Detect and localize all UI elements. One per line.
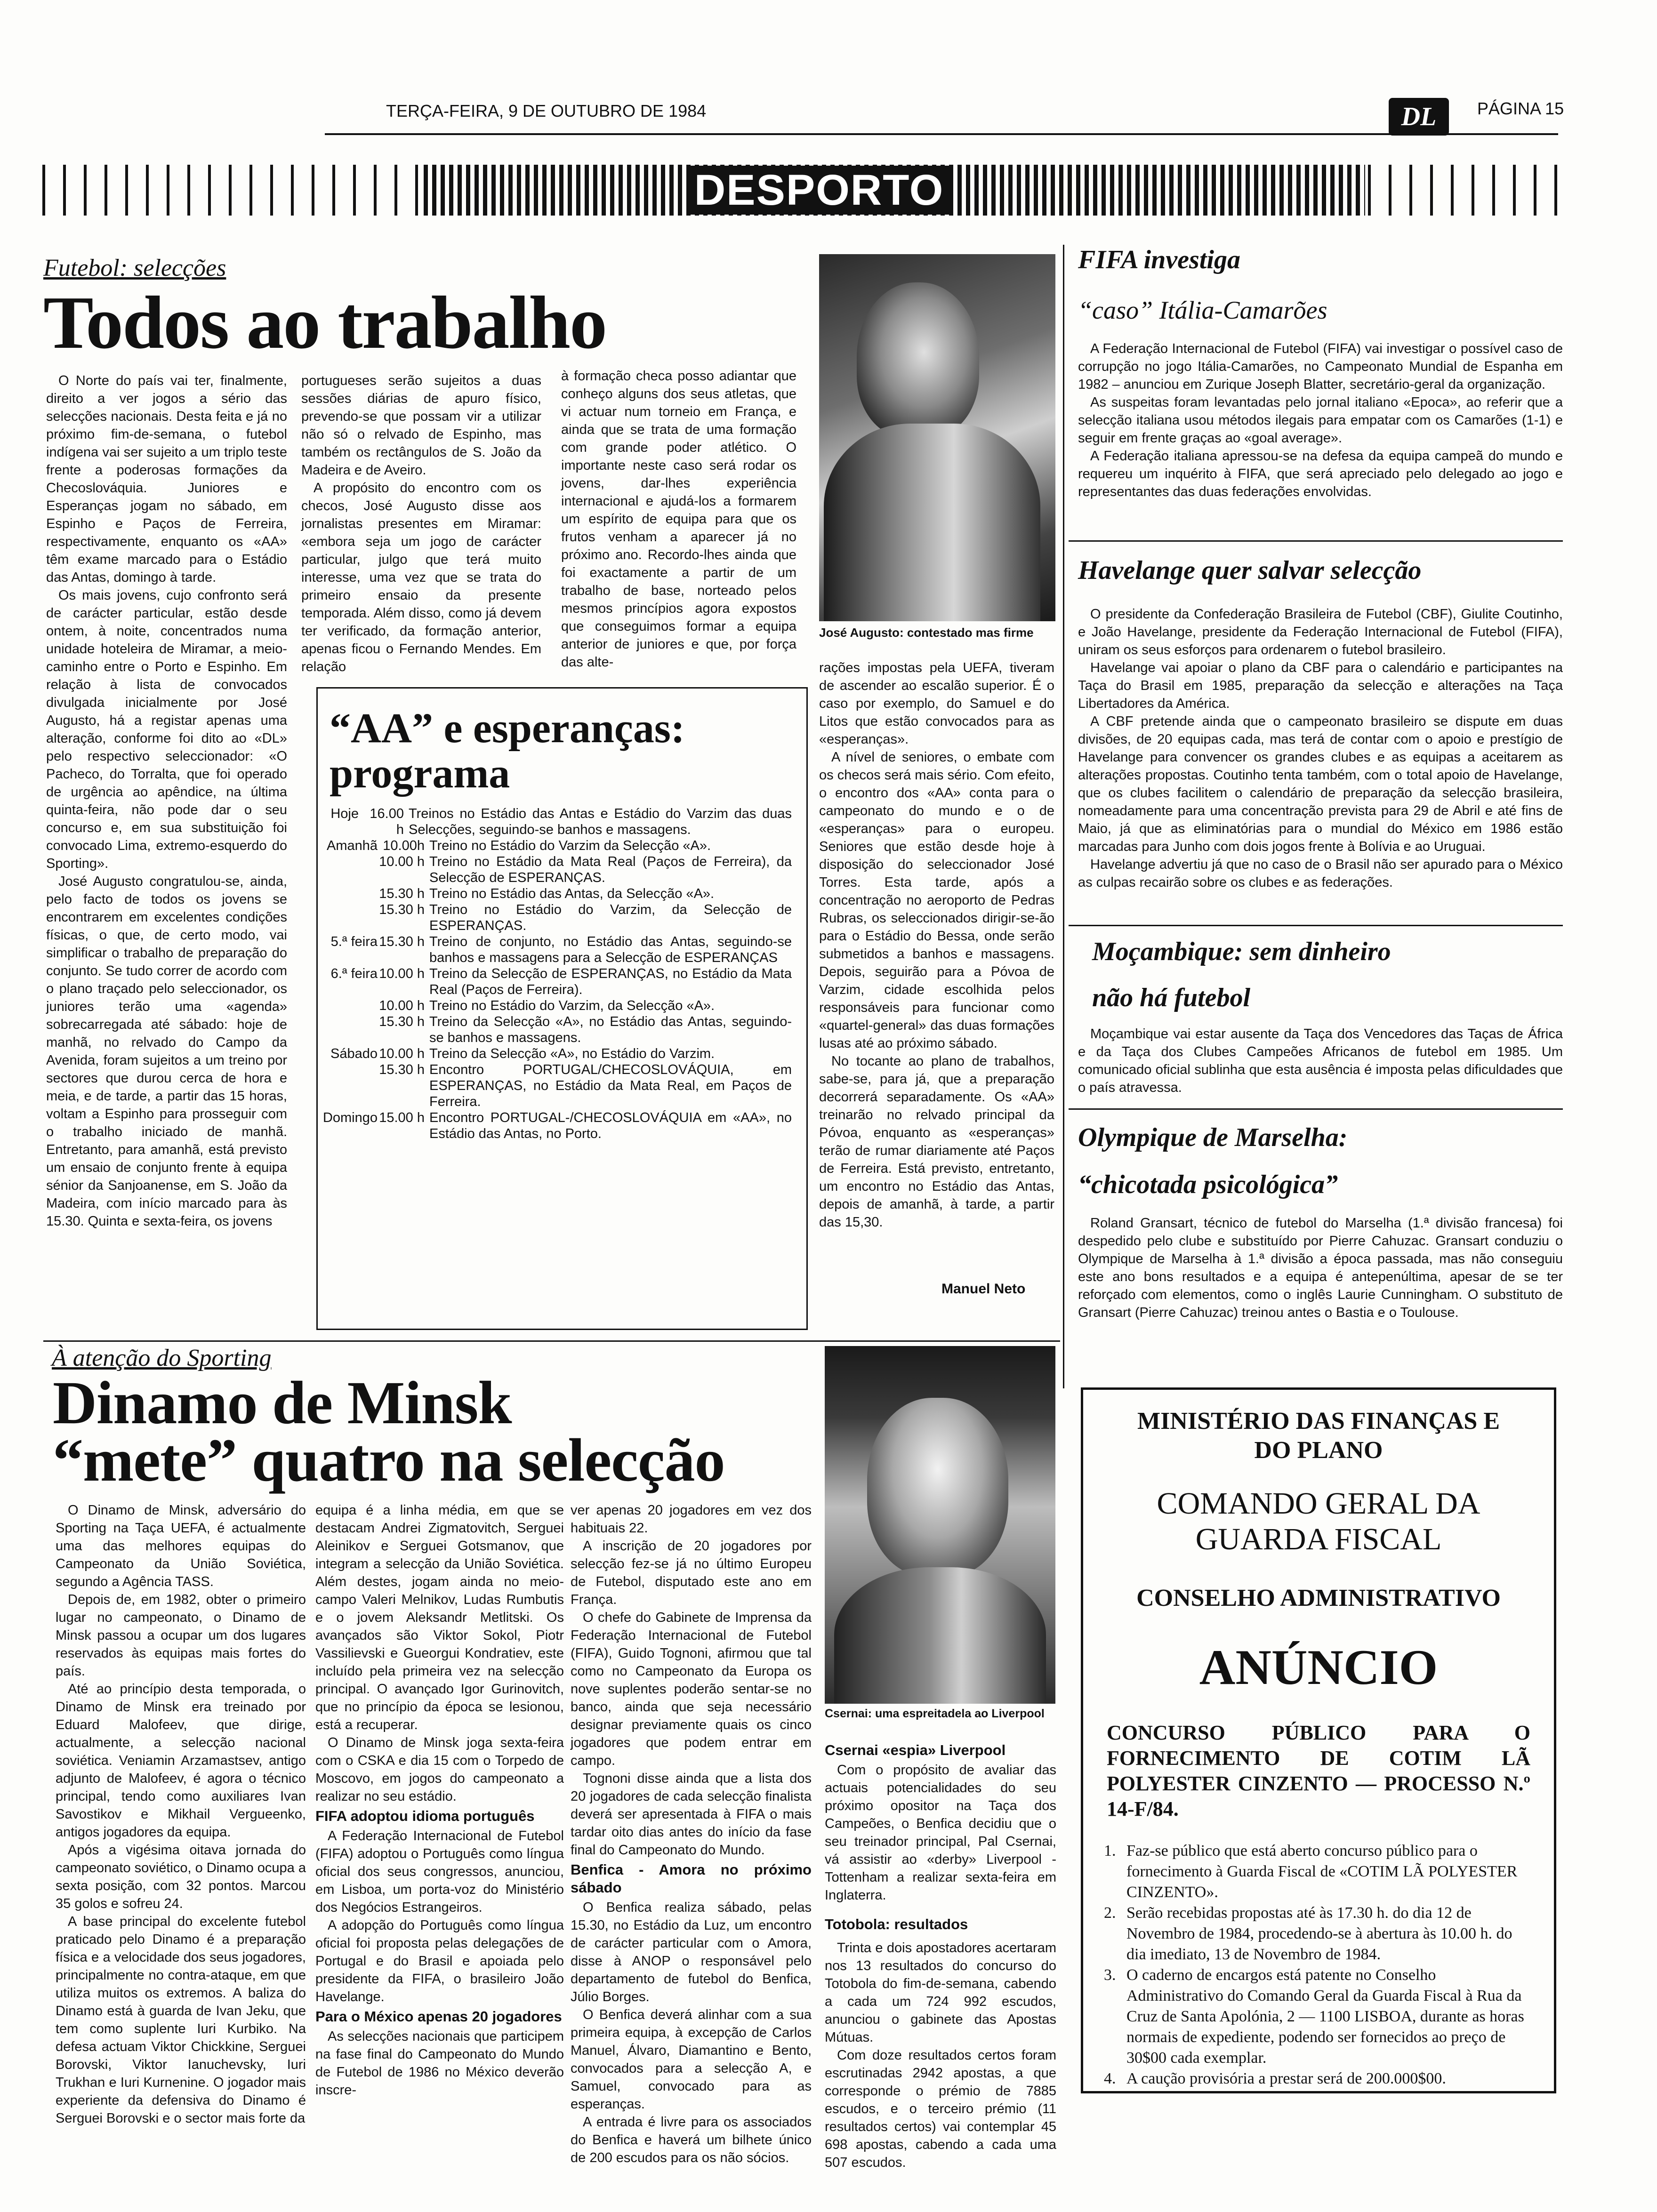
schedule-text: Treino da Selecção «A», no Estádio das Antas, seguindo-se banhos e massagens.	[429, 1014, 792, 1045]
article2-kicker: À atenção do Sporting	[52, 1345, 272, 1371]
notice-item: 3. O caderno de encargos está patente no Conselho Administrativo do Comando Geral da Guarda Fiscal à Rua da Cruz de Santa Apolónia, 2 — 1100 LISBOA, durante as horas normais de expediente, podendo ser fornecidos ao preço de 30$00 cada exemplar.	[1120, 1965, 1528, 2068]
schedule-day	[321, 1062, 378, 1110]
notice-council: CONSELHO ADMINISTRATIVO	[1136, 1585, 1501, 1611]
programme-schedule	[321, 806, 792, 1142]
paragraph: Moçambique vai estar ausente da Taça dos Vencedores das Taças de África e da Taça dos Clubes Campeões Africanos de futebol em 1985. Um comunicado oficial sublinha que esta ausência é imposta pelas dificuldades que o país atravessa.	[1078, 1026, 1563, 1095]
paragraph: Trinta e dois apostadores acertaram nos 13 resultados do concurso do Totobola do fim-de-semana, cabendo a cada um 724 992 escudos, anunciou o gabinete das Apostas Mútuas.	[825, 1940, 1056, 2045]
paragraph: O Norte do país vai ter, finalmente, direito a ver jogos a sério das selecções nacionais. Desta feita e já no próximo fim-de-semana, o futebol indígena vai ser sujeito a um triplo teste frente a poderosas formações da Checoslováquia. Juniores e Esperanças jogam no sábado, em Espinho e Paços de Ferreira, respectivamente, enquanto os «AA» têm exame marcado para o Estádio das Antas, domingo à tarde.	[46, 373, 287, 585]
schedule-day: Sábado	[330, 1046, 378, 1061]
page-date: TERÇA-FEIRA, 9 DE OUTUBRO DE 1984	[386, 101, 707, 120]
paragraph: José Augusto congratulou-se, ainda, pelo facto de todos os jovens se encontrarem em excelentes condições físicas, o que, de certo modo, vai simplificar o trabalho de preparação do conjunto. Se tudo correr de acordo com o plano traçado pelo seleccionador, os juniores terão uma «agenda» sobrecarregada até sábado: hoje de manhã, no relvado do Campo da Avenida, foram sujeitos a um treino por sectores que durou cerca de hora e meia, e de tarde, a partir das 15 horas, voltam a Espinho para prosseguir com o trabalho iniciado de manhã. Entretanto, para amanhã, está previsto um ensaio de conjunto frente à equipa sénior da Sanjoanense, em S. João da Madeira, com início marcado para às 15.30. Quinta e sexta-feira, os jovens	[46, 874, 287, 1229]
mocambique-subtitle: não há futebol	[1092, 983, 1251, 1012]
photo-figure	[857, 282, 979, 438]
paragraph: O presidente da Confederação Brasileira de Futebol (CBF), Giulite Coutinho, e João Havelange, presidente da Federação Internacional de Futebol (FIFA), uniram os seus esforços para ordenarem o futebol brasileiro.	[1078, 607, 1563, 657]
subheading: Totobola: resultados	[825, 1916, 968, 1932]
programme-title	[330, 706, 685, 796]
havelange-title: Havelange quer salvar selecção	[1078, 556, 1422, 585]
paragraph: As selecções nacionais que participem na fase final do Campeonato do Mundo de Futebol de 1986 no México deverão inscre-	[315, 2029, 564, 2098]
schedule-time: 15.30 h	[379, 886, 425, 901]
article-kicker: Futebol: selecções	[43, 255, 226, 281]
schedule-row	[321, 902, 792, 934]
article2-col-3	[571, 1501, 812, 2167]
schedule-time: 10.00h	[383, 838, 425, 853]
notice-ministry: MINISTÉRIO DAS FINANÇAS E	[1137, 1408, 1500, 1435]
paragraph: Com doze resultados certos foram escrutinadas 2942 apostas, a que corresponde o prémio de 7885 escudos, e o terceiro prémio (11 resultados certos) vai contemplar 45 698 apostas, cabendo a cada uma 507 escudos.	[825, 2048, 1056, 2170]
headline-line: “mete” quatro na selecção	[53, 1427, 725, 1494]
schedule-row	[321, 1014, 792, 1046]
paragraph: A nível de seniores, o embate com os checos será mais sério. Com efeito, o encontro dos «AA» conta para o campeonato do mundo e o de «esperanças» para o europeu. Seniores que estão desde hoje à disposição do seleccionador José Torres. Esta tarde, após a concentração no aeroporto de Pedras Rubras, os seleccionados dirigir-se-ão para o Estádio do Bessa, onde serão submetidos a banhos e massagens. Depois, seguirão para a Póvoa de Varzim, cidade escolhida pelos responsáveis para funcionar como «quartel-general» das duas formações lusas até ao próximo sábado.	[819, 750, 1054, 1051]
article2-col-2	[315, 1501, 564, 2099]
article-col-2	[301, 372, 541, 676]
schedule-text: Encontro PORTUGAL/CHECOSLOVÁQUIA, em ESPERANÇAS, no Estádio da Mata Real, em Paços de Ferreira.	[429, 1062, 792, 1109]
brief-rule	[1069, 1108, 1563, 1110]
schedule-day	[321, 854, 378, 886]
schedule-text: Treino no Estádio da Mata Real (Paços de Ferreira), da Selecção de ESPERANÇAS.	[429, 854, 792, 885]
article-headline: Todos ao trabalho	[43, 281, 606, 364]
paragraph: Havelange advertiu já que no caso de o Brasil não ser apurado para o México as culpas recairão sobre os clubes e as federações.	[1078, 857, 1563, 890]
paragraph: O Benfica realiza sábado, pelas 15.30, no Estádio da Luz, um encontro de carácter particular com o Amora, disse à ANOP o responsável pelo departamento de futebol do Benfica, Júlio Borges.	[571, 1900, 812, 2004]
photo-figure	[867, 1398, 1008, 1577]
section-divider	[43, 1340, 1060, 1342]
marselha-title: Olympique de Marselha:	[1078, 1123, 1348, 1152]
photo-jose-augusto	[819, 254, 1055, 621]
schedule-row	[321, 806, 792, 838]
paragraph: Depois de, em 1982, obter o primeiro lugar no campeonato, o Dinamo de Minsk passou a ocupar um dos lugares reservados às equipas mais fortes do país.	[56, 1592, 306, 1679]
paragraph: A propósito do encontro com os checos, José Augusto disse aos jornalistas presentes em Miramar: «embora seja um jogo de carácter particular, julgo que terá muito interesse, uma vez que se trata do primeiro ensaio da presente temporada. Além disso, como já devem ter verificado, da formação anterior, apenas ficou o Fernando Mendes. Em relação	[301, 481, 541, 674]
marselha-body	[1078, 1214, 1563, 1322]
subheading: Para o México apenas 20 jogadores	[315, 2008, 562, 2025]
schedule-time: 15.00 h	[379, 1110, 425, 1125]
schedule-day	[321, 886, 378, 902]
paragraph: A adopção do Português como língua oficial foi proposta pelas delegações de Portugal e do Brasil e apoiada pelo presidente da FIFA, o brasileiro João Havelange.	[315, 1918, 564, 2004]
photo-caption: Csernai: uma espreitadela ao Liverpool	[825, 1707, 1045, 1720]
schedule-day: 6.ª feira	[330, 966, 378, 981]
schedule-text: Encontro PORTUGAL-/CHECOSLOVÁQUIA em «AA», no Estádio das Antas, no Porto.	[429, 1110, 792, 1141]
schedule-time: 15.30 h	[379, 1062, 425, 1077]
schedule-time: 16.00 h	[370, 806, 404, 837]
article-col-1	[46, 372, 287, 1230]
notice-item: 1. Faz-se público que está aberto concurso público para o fornecimento à Guarda Fiscal de «COTIM LÃ POLYESTER CINZENTO».	[1120, 1841, 1528, 1903]
photo-csernai	[825, 1346, 1055, 1704]
schedule-time: 10.00 h	[379, 998, 425, 1013]
schedule-row	[321, 1110, 792, 1142]
schedule-day: 5.ª feira	[330, 934, 378, 949]
paragraph: A base principal do excelente futebol praticado pelo Dinamo é a preparação física e a velocidade dos seus jogadores, principalmente no contra-ataque, em que utiliza muitos os extremos. A baliza do Dinamo está à guarda de Ivan Jeku, que tem como suplente Iuri Kurbiko. Na defesa actuam Viktor Chickkine, Serguei Borovski, Viktor Ianuchevsky, Iuri Trukhan e Iuri Kurnenine. O jogador mais experiente da defensiva do Dinamo é Serguei Borovski e o sector mais forte da	[56, 1914, 306, 2126]
section-title-text: DESPORTO	[694, 166, 944, 214]
paragraph: Os mais jovens, cujo confronto será de carácter particular, estão desde ontem, à noite, concentrados numa unidade hoteleira de Miramar, a meio-caminho entre o Porto e Espinho. Em relação à lista de convocados divulgada inicialmente por José Augusto, há a registar apenas uma alteração, conforme foi dito ao «DL» pelo respectivo seleccionador: «O Pacheco, do Torralta, que foi operado de urgência ao apêndice, na última quinta-feira, não pode dar o seu concurso e, em sua substituição foi convocado Lima, extremo-esquerdo do Sporting».	[46, 588, 287, 871]
programme-title-line: “AA” e esperanças:	[330, 705, 685, 752]
headline-line: Dinamo de Minsk	[53, 1369, 512, 1437]
public-tender-notice	[1081, 1387, 1556, 2093]
subheading: FIFA adoptou idioma português	[315, 1808, 535, 1824]
brief-rule	[1069, 540, 1563, 542]
paragraph: Havelange vai apoiar o plano da CBF para o calendário e participantes na Taça do Brasil em 1985, preparação da selecção e alterações na Taça Libertadores da América.	[1078, 660, 1563, 711]
fifa-body	[1078, 340, 1563, 501]
notice-command: COMANDO GERAL DA	[1157, 1486, 1480, 1521]
notice-item: 2. Serão recebidas propostas até às 17.30 h. do dia 12 de Novembro de 1984, procedendo-se à abertura às 10.00 h. do dia imediato, 13 de Novembro de 1984.	[1120, 1903, 1528, 1965]
schedule-row	[321, 966, 792, 998]
schedule-day	[321, 902, 378, 934]
havelange-body	[1078, 605, 1563, 891]
schedule-row	[321, 1062, 792, 1110]
schedule-time: 15.30 h	[379, 934, 425, 949]
schedule-text: Treino da Selecção de ESPERANÇAS, no Estádio da Mata Real (Paços de Ferreira).	[429, 966, 792, 997]
fifa-subtitle: “caso” Itália-Camarões	[1078, 296, 1327, 324]
article-col-4	[819, 659, 1054, 1231]
schedule-day: Amanhã	[326, 838, 378, 853]
section-title	[687, 166, 951, 215]
photo-shoulders	[834, 1567, 1046, 1704]
byline: Manuel Neto	[941, 1281, 1026, 1297]
notice-subject: CONCURSO PÚBLICO PARA O FORNECIMENTO DE COTIM LÃ POLYESTER CINZENTO — PROCESSO N.º 14-F/84.	[1107, 1721, 1530, 1820]
schedule-day	[321, 1014, 378, 1046]
schedule-day	[321, 998, 378, 1014]
photo-shoulders	[824, 424, 1040, 621]
paragraph: O Benfica deverá alinhar com a sua primeira equipa, à excepção de Carlos Manuel, Álvaro, Diamantino e Bento, convocados para a selecção A, e Samuel, convocado para as esperanças.	[571, 2007, 812, 2112]
paragraph: A Federação Internacional de Futebol (FIFA) adoptou o Português como língua oficial dos seus congressos, anunciou, em Lisboa, um porta-voz do Ministério dos Negócios Estrangeiros.	[315, 1828, 564, 1915]
schedule-text: Treino no Estádio do Varzim, da Selecção «A».	[429, 998, 715, 1013]
schedule-row	[321, 934, 792, 966]
article2-col-1	[56, 1501, 306, 2127]
fifa-title: FIFA investiga	[1078, 245, 1240, 274]
schedule-text: Treinos no Estádio das Antas e Estádio do Varzim das duas Selecções, seguindo-se banhos e massagens.	[409, 806, 792, 837]
photo-caption: José Augusto: contestado mas firme	[819, 625, 1034, 640]
paragraph: No tocante ao plano de trabalhos, sabe-se, para já, que a preparação decorrerá separadamente. Os «AA» treinarão no relvado principal da Póvoa, enquanto as «esperanças» terão de rumar diariamente até Paços de Ferreira. Está previsto, entretanto, um encontro no Estádio das Antas, depois de amanhã, à tarde, a partir das 15,30.	[819, 1054, 1054, 1230]
schedule-time: 10.00 h	[379, 854, 425, 869]
paragraph: Com o propósito de avaliar das actuais potencialidades do seu próximo opositor na Taça dos Campeões, o Benfica decidiu que o seu treinador principal, Pal Csernai, vá assistir ao «derby» Liverpool - Tottenham a realizar sexta-feira em Inglaterra.	[825, 1763, 1056, 1903]
paragraph: A Federação italiana apressou-se na defesa da equipa campeã do mundo e requereu um inquérito à FIFA, que será apreciado pelo delegado ao jogo e representantes das duas federações envolvidas.	[1078, 449, 1563, 499]
paragraph: rações impostas pela UEFA, tiveram de ascender ao escalão superior. É o caso por exemplo, do Samuel e do Litos que estão convocados para as «esperanças».	[819, 660, 1054, 747]
schedule-time: 10.00 h	[379, 1046, 425, 1061]
mocambique-title: Moçambique: sem dinheiro	[1092, 937, 1391, 966]
logo-text: DL	[1401, 102, 1437, 131]
paragraph: O chefe do Gabinete de Imprensa da Federação Internacional de Futebol (FIFA), Guido Tognoni, afirmou que tal como no Campeonato da Europa os nove suplentes poderão sentar-se no banco, ainda que seja necessário designar previamente quais os cinco jogadores que podem entrar em campo.	[571, 1610, 812, 1768]
paragraph: Até ao princípio desta temporada, o Dinamo de Minsk era treinado por Eduard Malofeev, que dirige, actualmente, a selecção nacional soviética. Veniamin Arzamastsev, antigo adjunto de Malofeev, é agora o técnico principal, tendo como auxiliares Ivan Savostikov e Mikhail Vergueenko, antigos jogadores da equipa.	[56, 1682, 306, 1840]
notice-item: 4. A caução provisória a prestar será de 200.000$00.	[1120, 2068, 1528, 2089]
schedule-text: Treino de conjunto, no Estádio das Antas, seguindo-se banhos e massagens para a Selecção de ESPERANÇAS	[429, 934, 792, 965]
header-rule	[325, 133, 1558, 135]
schedule-text: Treino no Estádio do Varzim, da Selecção de ESPERANÇAS.	[429, 902, 792, 933]
paragraph: Roland Gransart, técnico de futebol do Marselha (1.ª divisão francesa) foi despedido pelo clube e substituído por Pierre Cahuzac. Gransart conduziu o Olympique de Marselha à 1.ª divisão a época passada, mas não conseguiu este ano bons resultados e a equipa é antepenúltima, apesar de se ter reforçado com elementos, como o inglês Laurie Cunningham. O substituto de Gransart (Pierre Cahuzac) treinou antes o Bastia e o Toulouse.	[1078, 1216, 1563, 1320]
notice-ministry-line2: DO PLANO	[1254, 1437, 1383, 1464]
paragraph: ver apenas 20 jogadores em vez dos habituais 22.	[571, 1503, 812, 1536]
schedule-day: Domingo	[322, 1110, 378, 1125]
paragraph: O Dinamo de Minsk, adversário do Sporting na Taça UEFA, é actualmente uma das melhores equipas do Campeonato da União Soviética, segundo a Agência TASS.	[56, 1503, 306, 1589]
schedule-text: Treino no Estádio do Varzim da Selecção «A».	[429, 838, 711, 853]
schedule-row	[321, 854, 792, 886]
article2-col-4	[825, 1741, 1056, 2172]
paragraph: A CBF pretende ainda que o campeonato brasileiro se dispute em duas divisões, de 20 equipas cada, mas terá de contar com o apoio e prestígio de Havelange para convencer os grandes clubes e as equipas a aceitarem as alterações propostas. Coutinho tenta também, com o total apoio de Havelange, que os clubes facilitem o calendário de preparação da selecção brasileira, nomeadamente para uma concentração prevista para 29 de Abril e até fins de Maio, já que as eliminatórias para o mundial do México em 1986 estão marcadas para Junho com dois jogos frente à Bolívia e ao Uruguai.	[1078, 714, 1563, 854]
paragraph: Tognoni disse ainda que a lista dos 20 jogadores de cada selecção finalista deverá ser apresentada à FIFA o mais tardar oito dias antes do início da fase final do Campeonato do Mundo.	[571, 1771, 812, 1858]
schedule-row	[321, 1046, 792, 1062]
schedule-time: 10.00 h	[379, 966, 425, 981]
schedule-text: Treino no Estádio das Antas, da Selecção «A».	[429, 886, 715, 901]
subheading: Benfica - Amora no próximo sábado	[571, 1861, 812, 1896]
page-number: PÁGINA 15	[1477, 99, 1564, 118]
article-col-3	[561, 367, 796, 671]
schedule-row	[321, 998, 792, 1014]
notice-title: ANÚNCIO	[1199, 1640, 1438, 1695]
schedule-day: Hoje	[330, 806, 359, 821]
paragraph: O Dinamo de Minsk joga sexta-feira com o CSKA e dia 15 com o Torpedo de Moscovo, em jogos do campeonato a realizar no seu estádio.	[315, 1735, 564, 1804]
paragraph: As suspeitas foram levantadas pelo jornal italiano «Epoca», ao referir que a selecção italiana usou métodos ilegais para empatar com os Camarões (1-1) e seguir em frente graças ao «goal average».	[1078, 395, 1563, 446]
column-rule	[1063, 245, 1064, 1388]
paragraph: A entrada é livre para os associados do Benfica e haverá um bilhete único de 200 escudos para os não sócios.	[571, 2115, 812, 2165]
paragraph: A inscrição de 20 jogadores por selecção fez-se já no último Europeu de Futebol, disputado este ano em França.	[571, 1539, 812, 1607]
schedule-time: 15.30 h	[379, 1014, 425, 1029]
schedule-time: 15.30 h	[379, 902, 425, 917]
schedule-text: Treino da Selecção «A», no Estádio do Varzim.	[429, 1046, 715, 1061]
marselha-subtitle: “chicotada psicológica”	[1078, 1170, 1338, 1199]
notice-command-line2: GUARDA FISCAL	[1195, 1522, 1442, 1556]
newspaper-logo	[1389, 98, 1449, 136]
paragraph: Após a vigésima oitava jornada do campeonato soviético, o Dinamo ocupa a sexta posição, com 32 pontos. Marcou 35 golos e sofreu 24.	[56, 1843, 306, 1911]
paragraph: A Federação Internacional de Futebol (FIFA) vai investigar o possível caso de corrupção no jogo Itália-Camarões, no Campeonato Mundial de Espanha em 1982 – anunciou em Zurique Joseph Blatter, secretário-geral da organização.	[1078, 341, 1563, 392]
article2-headline	[53, 1369, 725, 1494]
paragraph: portugueses serão sujeitos a duas sessões diárias de apuro físico, prevendo-se que possam vir a utilizar não só o relvado de Espinho, mas também os rectângulos de S. João da Madeira e de Aveiro.	[301, 373, 541, 478]
brief-rule	[1069, 925, 1563, 926]
notice-items	[1083, 1841, 1554, 2089]
programme-title-line: programa	[330, 750, 510, 797]
paragraph: à formação checa posso adiantar que conheço alguns dos seus atletas, que vi actuar num torneio em França, e ainda que se trata de uma formação com grande poder atlético. O importante neste caso será rodar os jovens, dar-lhes experiência internacional e ajudá-los a formarem um espírito de equipa para que os frutos venham a aparecer já no próximo ano. Recordo-lhes ainda que foi exactamente a partir de um trabalho de base, norteado pelos mesmos princípios agora expostos que conseguimos formar a equipa anterior de juniores e que, por força das alte-	[561, 369, 796, 670]
schedule-row	[321, 886, 792, 902]
paragraph: equipa é a linha média, em que se destacam Andrei Zigmatovitch, Serguei Aleinikov e Serguei Gotsmanov, que integram a selecção da União Soviética. Além destes, jogam ainda no meio-campo Valeri Melnikov, Ludas Rumbutis e o jovem Aleksandr Metlitski. Os avançados são Viktor Sokol, Piotr Vassilievski e Gueorgui Kondratiev, este incluído pela primeira vez na selecção principal. O avançado Igor Gurinovitch, que no princípio da época se lesionou, está a recuperar.	[315, 1503, 564, 1732]
mocambique-body	[1078, 1025, 1563, 1097]
subheading: Csernai «espia» Liverpool	[825, 1742, 1006, 1758]
schedule-row	[321, 838, 792, 854]
